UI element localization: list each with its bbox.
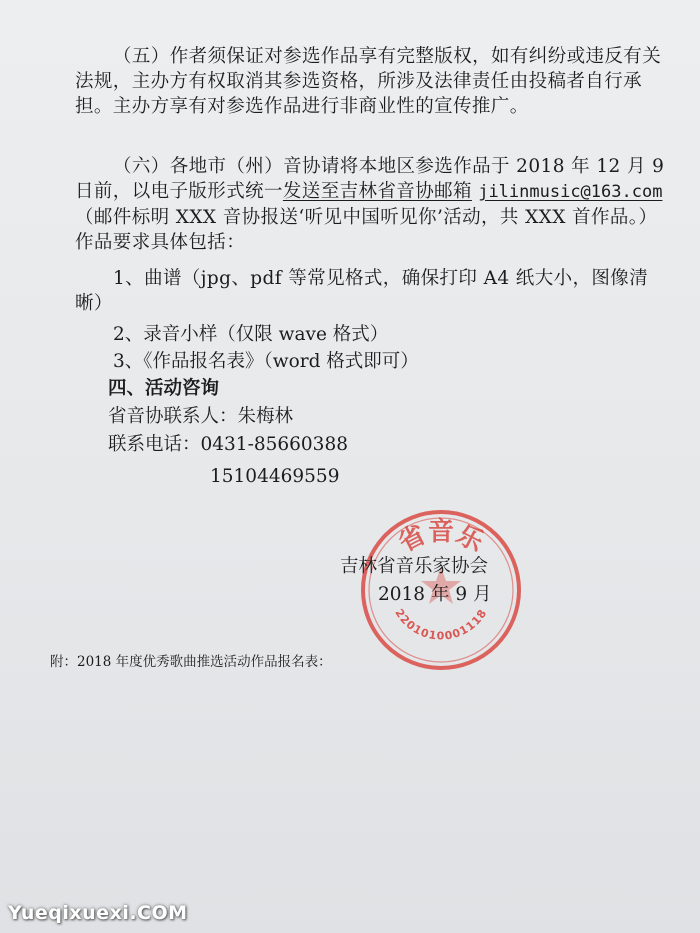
svg-text:省音乐: [394, 517, 489, 559]
requirement-text-1: 1、曲谱（jpg、pdf 等常见格式，确保打印 A4 纸大小，图像清晰）: [75, 268, 649, 314]
signature-date: 2018 年 9 月: [378, 584, 492, 605]
section-six-paragraph: [75, 154, 665, 255]
watermark: Yueqixuexi.COM: [8, 902, 188, 924]
seal-top-text: 省音乐: [393, 517, 489, 559]
section-five-paragraph: [75, 44, 665, 119]
seal-number: 2201010001118: [392, 606, 490, 643]
requirement-item-3: 3、《作品报名表》（word 格式即可）: [113, 351, 419, 372]
contact-phone: 联系电话：0431-85660388: [108, 434, 348, 455]
svg-text:2201010001118: [392, 607, 489, 643]
section-six-text-2: （邮件标明 XXX 音协报送‘听见中国听见你’活动，共 XXX 首作品。）作品要求具体包括：: [75, 207, 658, 253]
section-four-heading: 四、活动咨询: [108, 378, 220, 399]
signature-organization: 吉林省音乐家协会: [340, 556, 489, 577]
contact-person: 省音协联系人：朱梅林: [108, 406, 294, 427]
email-link[interactable]: jilinmusic@163.com: [478, 182, 663, 202]
section-six-text-1: （六）各地市（州）音协请将本地区参选作品于 2018 年 12 月 9 日前，以电子版形式统一: [75, 156, 665, 202]
send-to-email-label: 发送至吉林省音协邮箱: [282, 181, 472, 202]
requirement-item-1: [75, 266, 665, 316]
attachment-note: 附：2018 年度优秀歌曲推选活动作品报名表：: [50, 654, 332, 670]
requirement-item-2: 2、录音小样（仅限 wave 格式）: [113, 324, 389, 345]
contact-phone-2: 15104469559: [210, 466, 340, 487]
section-five-text: （五）作者须保证对参选作品享有完整版权，如有纠纷或违反有关法规，主办方有权取消其参选资格，所涉及法律责任由投稿者自行承担。主办方享有对参选作品进行非商业性的宣传推广。: [75, 46, 662, 117]
